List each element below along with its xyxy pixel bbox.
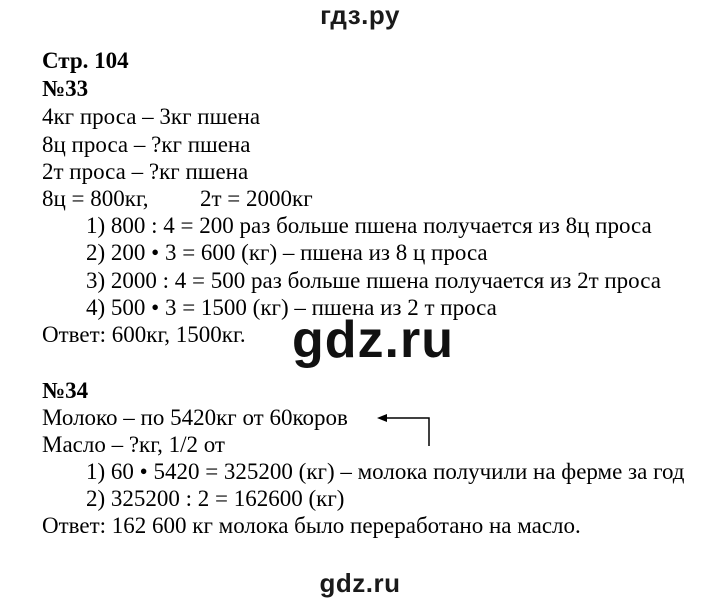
relation-arrow-icon	[375, 406, 435, 448]
task-34-answer: Ответ: 162 600 кг молока было переработано на масло.	[42, 513, 581, 538]
task-33-conversion-2: 2т = 2000кг	[200, 186, 313, 211]
task-33-step-3: 3) 2000 : 4 = 500 раз больше пшена получается из 2т проса	[86, 268, 661, 293]
task-33-given-2: 8ц проса – ?кг пшена	[42, 132, 251, 157]
task-33-given-3: 2т проса – ?кг пшена	[42, 159, 249, 184]
task-33-step-2: 2) 200 • 3 = 600 (кг) – пшена из 8 ц проса	[86, 240, 488, 265]
task-33-step-1: 1) 800 : 4 = 200 раз больше пшена получается из 8ц проса	[86, 213, 652, 238]
center-watermark: gdz.ru	[292, 311, 454, 369]
task-33-number: №33	[42, 76, 89, 101]
page-reference: Стр. 104	[42, 48, 129, 73]
task-34-given-2: Масло – ?кг, 1/2 от	[42, 432, 225, 457]
task-34-step-2: 2) 325200 : 2 = 162600 (кг)	[86, 486, 345, 511]
task-33-conversion-1: 8ц = 800кг,	[42, 186, 149, 211]
task-34-number: №34	[42, 378, 89, 403]
task-33-given-1: 4кг проса – 3кг пшена	[42, 104, 261, 129]
task-33-step-4: 4) 500 • 3 = 1500 (кг) – пшена из 2 т проса	[86, 295, 497, 320]
header-watermark: гдз.ру	[320, 0, 400, 30]
task-34-given-1: Молоко – по 5420кг от 60коров	[42, 405, 348, 430]
footer-watermark: gdz.ru	[319, 568, 401, 598]
task-33-answer: Ответ: 600кг, 1500кг.	[42, 322, 246, 347]
task-34-step-1: 1) 60 • 5420 = 325200 (кг) – молока получили на ферме за год	[86, 459, 685, 484]
